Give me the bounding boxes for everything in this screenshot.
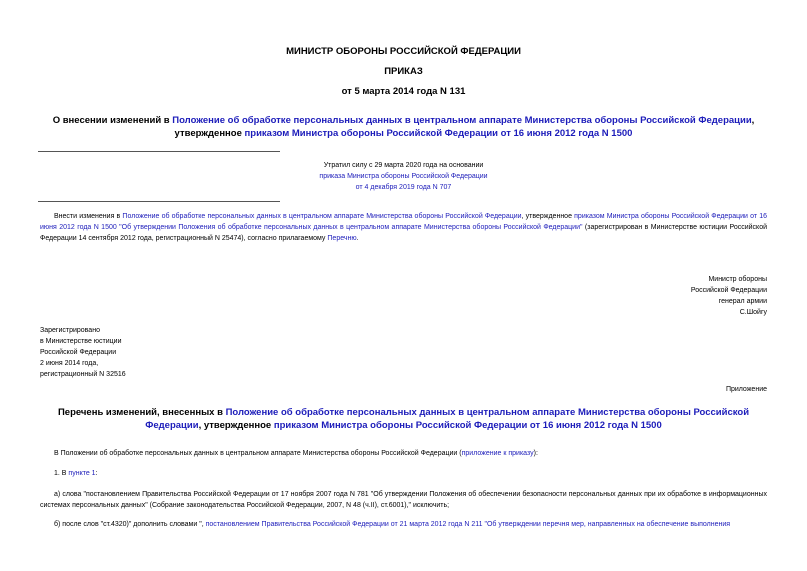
signature-line1: Министр обороны — [708, 276, 767, 283]
list-title — [40, 406, 767, 432]
registration-line1: Зарегистрировано — [40, 327, 100, 334]
body-paragraph-4 — [40, 519, 767, 530]
p2-end: : — [95, 470, 98, 477]
registration-line2: в Министерстве юстиции — [40, 338, 122, 345]
doc-date: от 5 марта 2014 года N 131 — [341, 86, 466, 97]
intro-text-2: , утвержденное — [521, 213, 575, 220]
doc-type-heading: ПРИКАЗ — [384, 66, 423, 77]
title-middle: , утвержденное — [174, 115, 755, 139]
list-title-prefix: Перечень изменений, внесенных в — [57, 407, 226, 418]
appendix-label: Приложение — [725, 386, 767, 393]
intro-text-1: Внести изменения в — [54, 213, 123, 220]
list-title-middle: , утвержденное — [198, 420, 274, 431]
p1-text: В Положении об обработке персональных данных в центральном аппарате Министерства обороны Российской Федерации ( — [54, 450, 462, 457]
p2-link-item1[interactable]: пункте 1 — [68, 470, 96, 477]
divider-bottom — [38, 201, 280, 202]
registration-line5: регистрационный N 32516 — [40, 371, 126, 378]
ministry-heading: МИНИСТР ОБОРОНЫ РОССИЙСКОЙ ФЕДЕРАЦИИ — [286, 46, 521, 57]
body-paragraph-2 — [54, 468, 767, 479]
body-paragraph-1 — [54, 448, 767, 459]
intro-link-order[interactable]: приказом Министра обороны Российской Федерации от 16 июня 2012 года N 1500 "Об утверждении Положения об обработке персональных данных в центральном аппарате Министерства обороны Российской Федерации" — [40, 213, 767, 231]
title-prefix: О внесении изменений в — [52, 115, 173, 126]
signature-line4: С.Шойгу — [739, 309, 767, 316]
divider-top — [38, 151, 280, 152]
intro-paragraph — [40, 211, 767, 244]
p2-text: 1. В — [54, 470, 69, 477]
status-link-date[interactable]: от 4 декабря 2019 года N 707 — [355, 184, 452, 191]
title-link-order[interactable]: приказом Министра обороны Российской Федерации от 16 июня 2012 года N 1500 — [244, 128, 633, 139]
list-title-link-order[interactable]: приказом Министра обороны Российской Федерации от 16 июня 2012 года N 1500 — [273, 420, 662, 431]
p4-link-decree[interactable]: постановлением Правительства Российской Федерации от 21 марта 2012 года N 211 "Об утверждении перечня мер, направленных на обеспечение выполнения — [205, 521, 731, 528]
registration-block — [40, 325, 126, 380]
p1-end: ): — [533, 450, 538, 457]
status-link-order[interactable]: приказа Министра обороны Российской Федерации — [319, 173, 488, 180]
intro-text-3: (зарегистрирован в Министерстве юстиции Российской Федерации 14 сентября 2012 года, регистрационный N 25474), согласно прилагаемому — [40, 224, 767, 242]
signature-line2: Российской Федерации — [690, 287, 767, 294]
intro-text-4: . — [356, 235, 359, 242]
registration-line3: Российской Федерации — [40, 349, 117, 356]
signature-block — [691, 274, 767, 318]
signature-line3: генерал армии — [718, 298, 767, 305]
status-block — [0, 160, 807, 193]
document-title — [40, 114, 767, 140]
p1-link-appendix[interactable]: приложение к приказу — [461, 450, 534, 457]
p4-text: б) после слов "ст.4320)" дополнить словами ", — [54, 521, 206, 528]
title-link-regulation[interactable]: Положение об обработке персональных данных в центральном аппарате Министерства обороны Российской Федерации — [172, 115, 752, 126]
intro-link-regulation[interactable]: Положение об обработке персональных данных в центральном аппарате Министерства обороны Российской Федерации — [122, 213, 522, 220]
status-line1: Утратил силу с 29 марта 2020 года на основании — [323, 162, 484, 169]
registration-line4: 2 июня 2014 года, — [40, 360, 99, 367]
list-title-link-regulation[interactable]: Положение об обработке персональных данных в центральном аппарате Министерства обороны Российской Федерации — [145, 407, 750, 431]
body-paragraph-3: а) слова "постановлением Правительства Российской Федерации от 17 ноября 2007 года N 781 "Об утверждении Положения об обеспечении безопасности персональных данных при их обработке в информационных системах персональных данных" (Собрание законодательства Российской Федерации, 2007, N 48 (ч.II), ст.6001)," исключить; — [40, 491, 767, 509]
intro-link-list[interactable]: Перечню — [327, 235, 357, 242]
